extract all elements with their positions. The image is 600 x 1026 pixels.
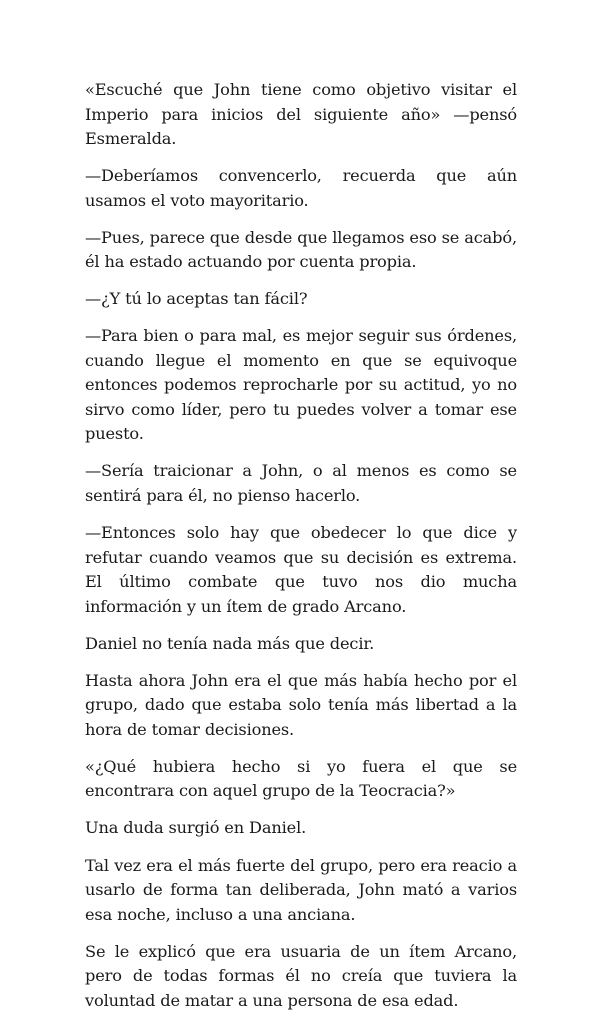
document-page	[85, 78, 517, 1026]
paragraph: Se le explicó que era usuaria de un ítem Arcano, pero de todas formas él no creía que tuviera la voluntad de matar a una persona de esa edad.	[85, 941, 517, 1010]
paragraph: Una duda surgió en Daniel.	[85, 818, 307, 838]
paragraph: Daniel no tenía nada más que decir.	[85, 633, 375, 653]
paragraph: —¿Y tú lo aceptas tan fácil?	[85, 289, 308, 309]
paragraph: —Deberíamos convencerlo, recuerda que aún usamos el voto mayoritario.	[85, 166, 517, 210]
paragraph: Tal vez era el más fuerte del grupo, pero era reacio a usarlo de forma tan deliberada, John mató a varios esa noche, incluso a una anciana.	[85, 855, 517, 924]
paragraph: Hasta ahora John era el que más había hecho por el grupo, dado que estaba solo tenía más libertad a la hora de tomar decisiones.	[85, 670, 517, 739]
paragraph: —Pues, parece que desde que llegamos eso se acabó, él ha estado actuando por cuenta propia.	[85, 227, 517, 272]
paragraph: «Escuché que John tiene como objetivo visitar el Imperio para inicios del siguiente año» —pensó Esmeralda.	[85, 80, 517, 148]
paragraph: —Sería traicionar a John, o al menos es como se sentirá para él, no pienso hacerlo.	[85, 461, 517, 505]
paragraph: —Entonces solo hay que obedecer lo que dice y refutar cuando veamos que su decisión es extrema. El último combate que tuvo nos dio mucha información y un ítem de grado Arcano.	[85, 523, 517, 616]
paragraph: «¿Qué hubiera hecho si yo fuera el que se encontrara con aquel grupo de la Teocracia?»	[85, 756, 517, 801]
paragraph: —Para bien o para mal, es mejor seguir sus órdenes, cuando llegue el momento en que se equivoque entonces podemos reprocharle por su actitud, yo no sirvo como líder, pero tu puedes volver a tomar ese puesto.	[85, 326, 517, 444]
